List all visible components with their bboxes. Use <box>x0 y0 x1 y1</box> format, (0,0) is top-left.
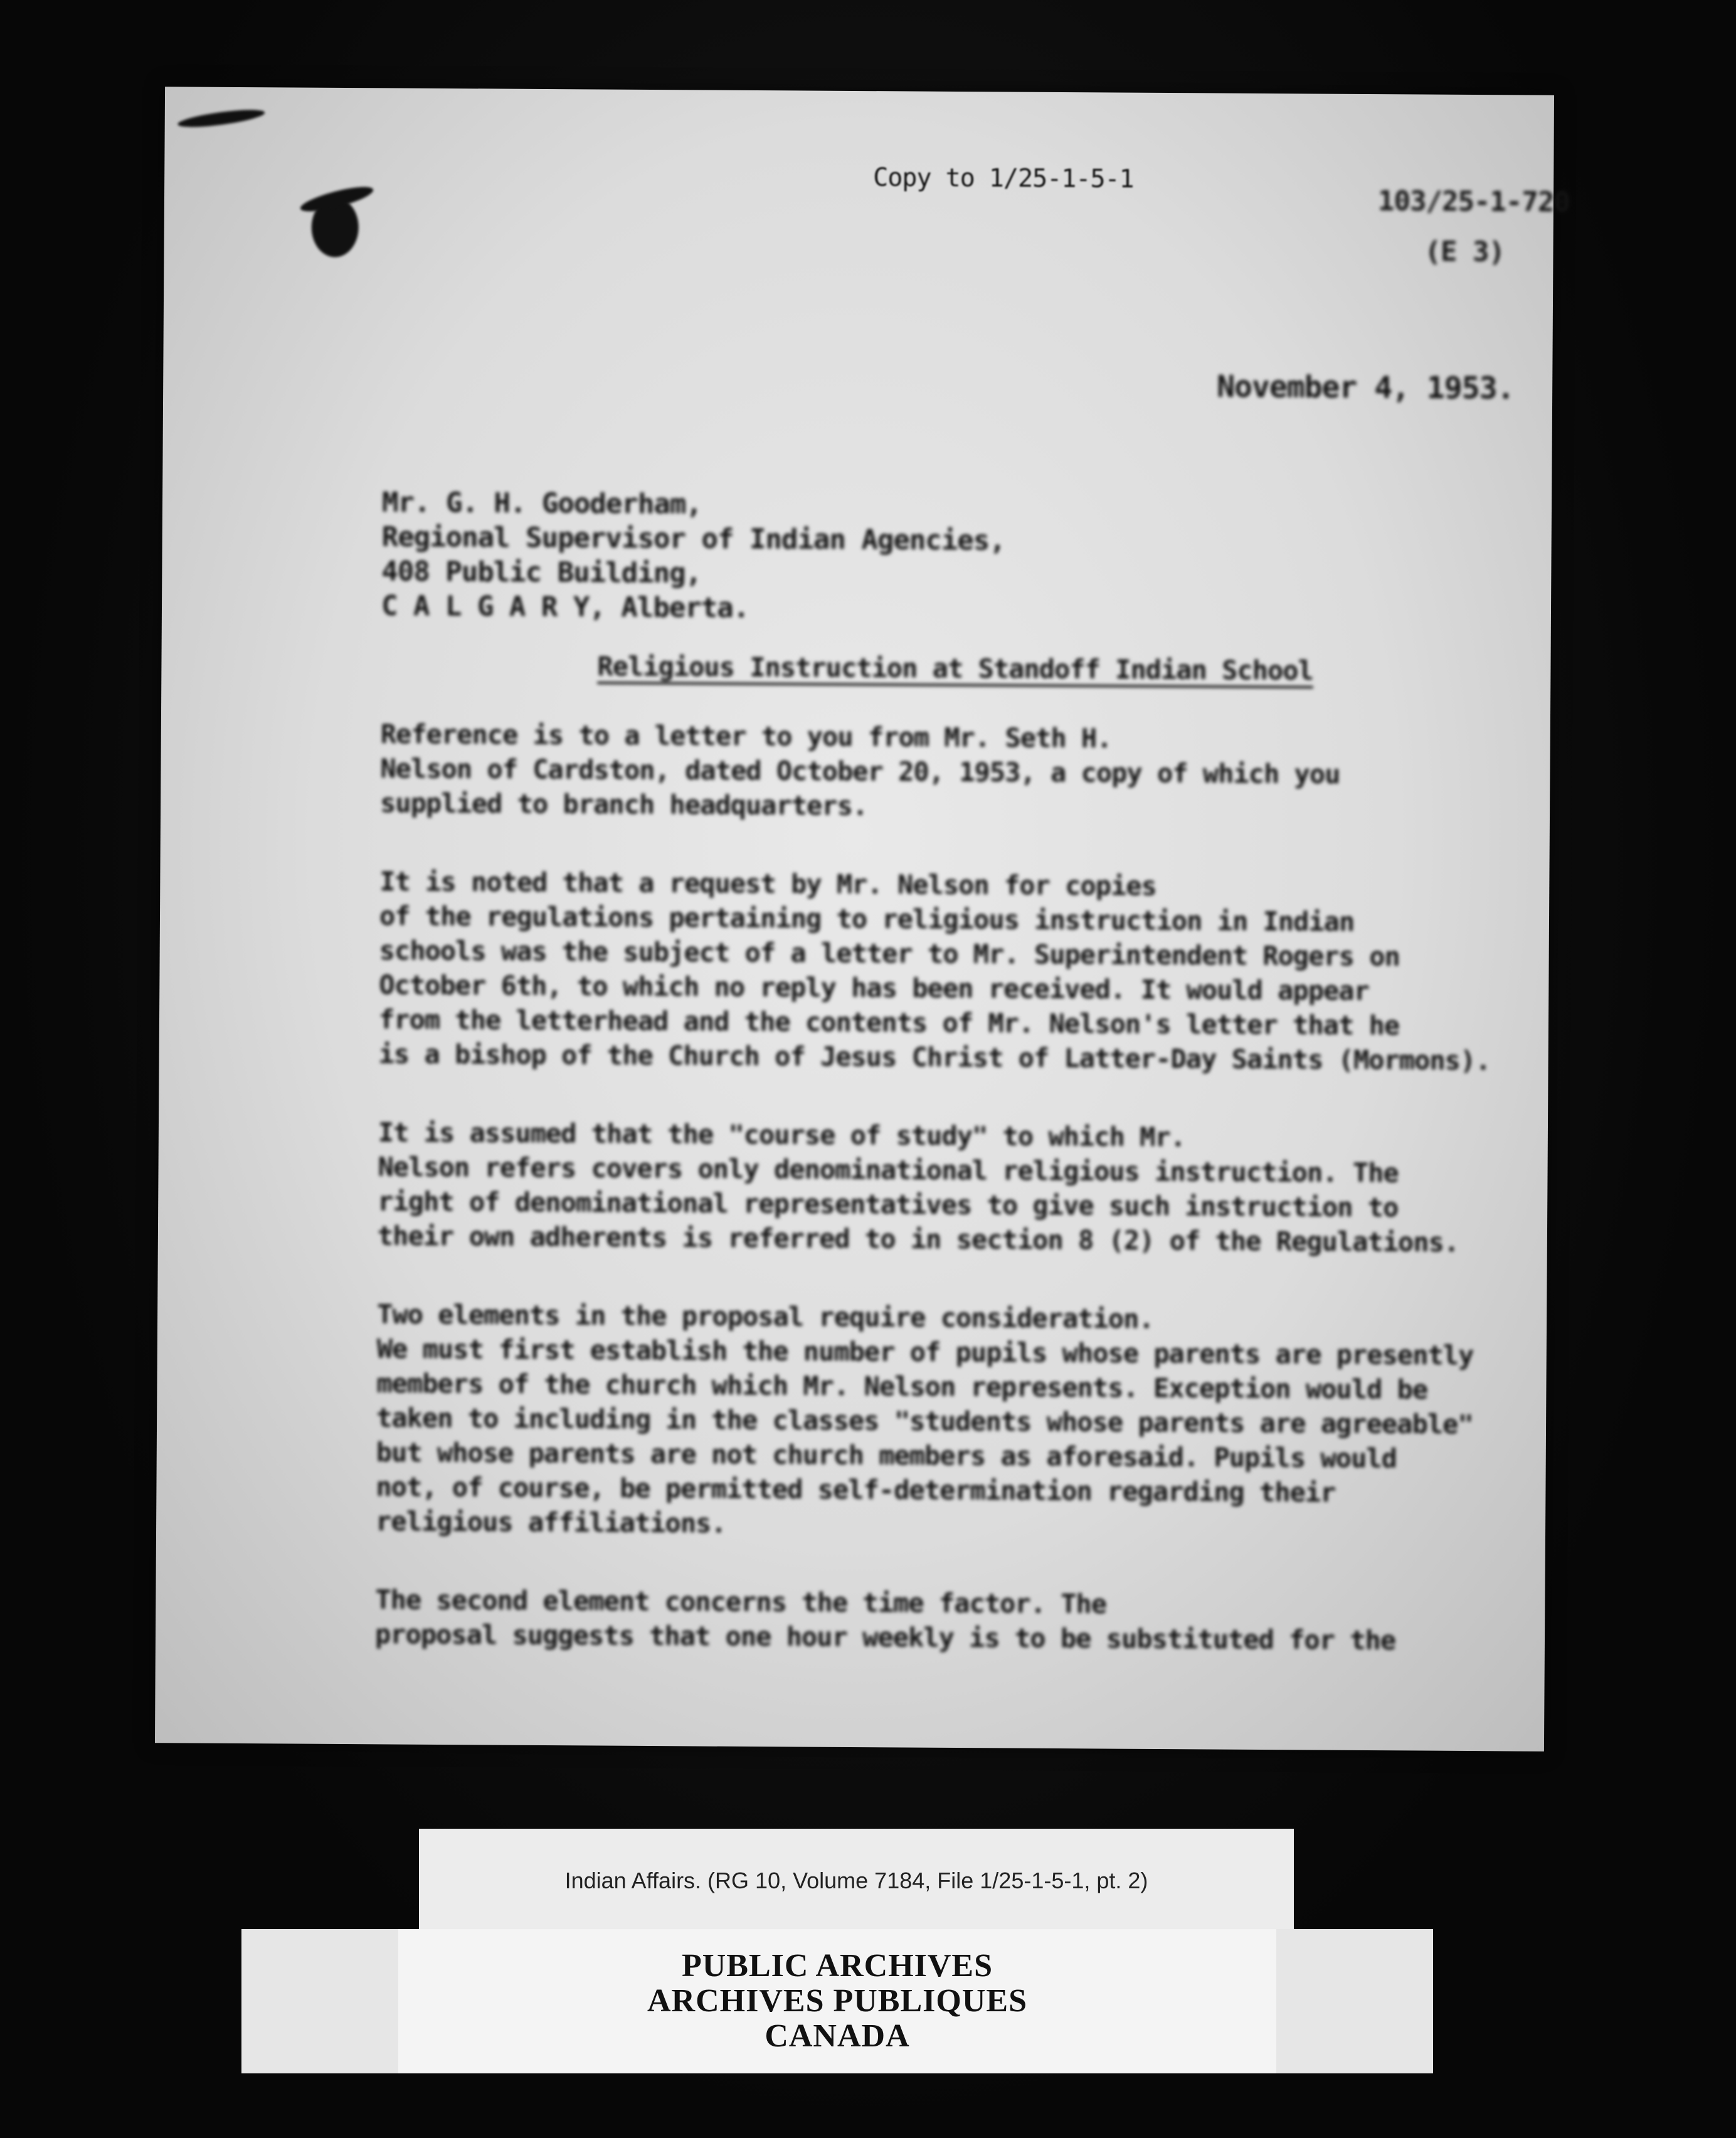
text-line: right of denominational representatives to give such instruction to <box>378 1186 1399 1223</box>
text-line: Nelson refers covers only denominational religious instruction. The <box>378 1151 1399 1189</box>
archive-stamp <box>398 1929 1276 2073</box>
text-line: religious affiliations. <box>375 1506 726 1539</box>
file-sub-reference: (E 3) <box>1424 235 1505 269</box>
archive-citation: Indian Affairs. (RG 10, Volume 7184, File 1/25-1-5-1, pt. 2) <box>564 1867 1148 1893</box>
text-line: taken to including in the classes "students whose parents are agreeable" <box>376 1402 1473 1440</box>
text-line: October 6th, to which no reply has been received. It would appear <box>379 969 1370 1007</box>
letter-date: November 4, 1953. <box>1217 369 1515 407</box>
address-line: 408 Public Building, <box>381 555 702 590</box>
ink-stain <box>177 107 265 130</box>
text-line: from the letterhead and the contents of Mr. Nelson's letter that he <box>378 1004 1400 1041</box>
text-line: Nelson of Cardston, dated October 20, 1953, a copy of which you <box>380 753 1340 790</box>
archive-stamp-label <box>241 1929 1433 2073</box>
text-line: We must first establish the number of pupils whose parents are presently <box>376 1333 1474 1371</box>
address-line: Mr. G. H. Gooderham, <box>381 486 702 521</box>
text-line: schools was the subject of a letter to Mr. Superintendent Rogers on <box>379 935 1400 972</box>
text-line: members of the church which Mr. Nelson represents. Exception would be <box>376 1368 1428 1405</box>
letter-page <box>155 87 1570 1751</box>
archive-citation-label <box>419 1829 1294 1932</box>
text-line: of the regulations pertaining to religious instruction in Indian <box>379 900 1355 937</box>
archive-line-2: ARCHIVES PUBLIQUES <box>647 1983 1028 2019</box>
text-line: It is assumed that the "course of study" to which Mr. <box>378 1117 1186 1153</box>
text-line: but whose parents are not church members as aforesaid. Pupils would <box>376 1437 1397 1474</box>
text-line: not, of course, be permitted self-determination regarding their <box>376 1471 1336 1508</box>
file-reference: 103/25-1-720 <box>1377 185 1570 218</box>
text-line: Reference is to a letter to you from Mr. Seth H. <box>380 718 1112 754</box>
text-line: is a bishop of the Church of Jesus Christ of Latter-Day Saints (Mormons). <box>378 1038 1491 1077</box>
text-line: proposal suggests that one hour weekly is to be substituted for the <box>374 1619 1396 1656</box>
address-line: C A L G A R Y, Alberta. <box>381 590 749 624</box>
text-line: Two elements in the proposal require consideration. <box>376 1299 1154 1334</box>
text-line: The second element concerns the time factor. The <box>375 1584 1107 1620</box>
archive-line-1: PUBLIC ARCHIVES <box>681 1948 993 1984</box>
text-line: their own adherents is referred to in section 8 (2) of the Regulations. <box>377 1220 1459 1258</box>
archive-line-3: CANADA <box>765 2018 910 2054</box>
text-line: It is noted that a request by Mr. Nelson for copies <box>379 866 1157 901</box>
address-line: Regional Supervisor of Indian Agencies, <box>381 521 1005 557</box>
text-line: supplied to branch headquarters. <box>379 787 868 822</box>
copy-to-line: Copy to 1/25-1-5-1 <box>873 163 1134 194</box>
subject-line: Religious Instruction at Standoff Indian School <box>597 651 1314 686</box>
